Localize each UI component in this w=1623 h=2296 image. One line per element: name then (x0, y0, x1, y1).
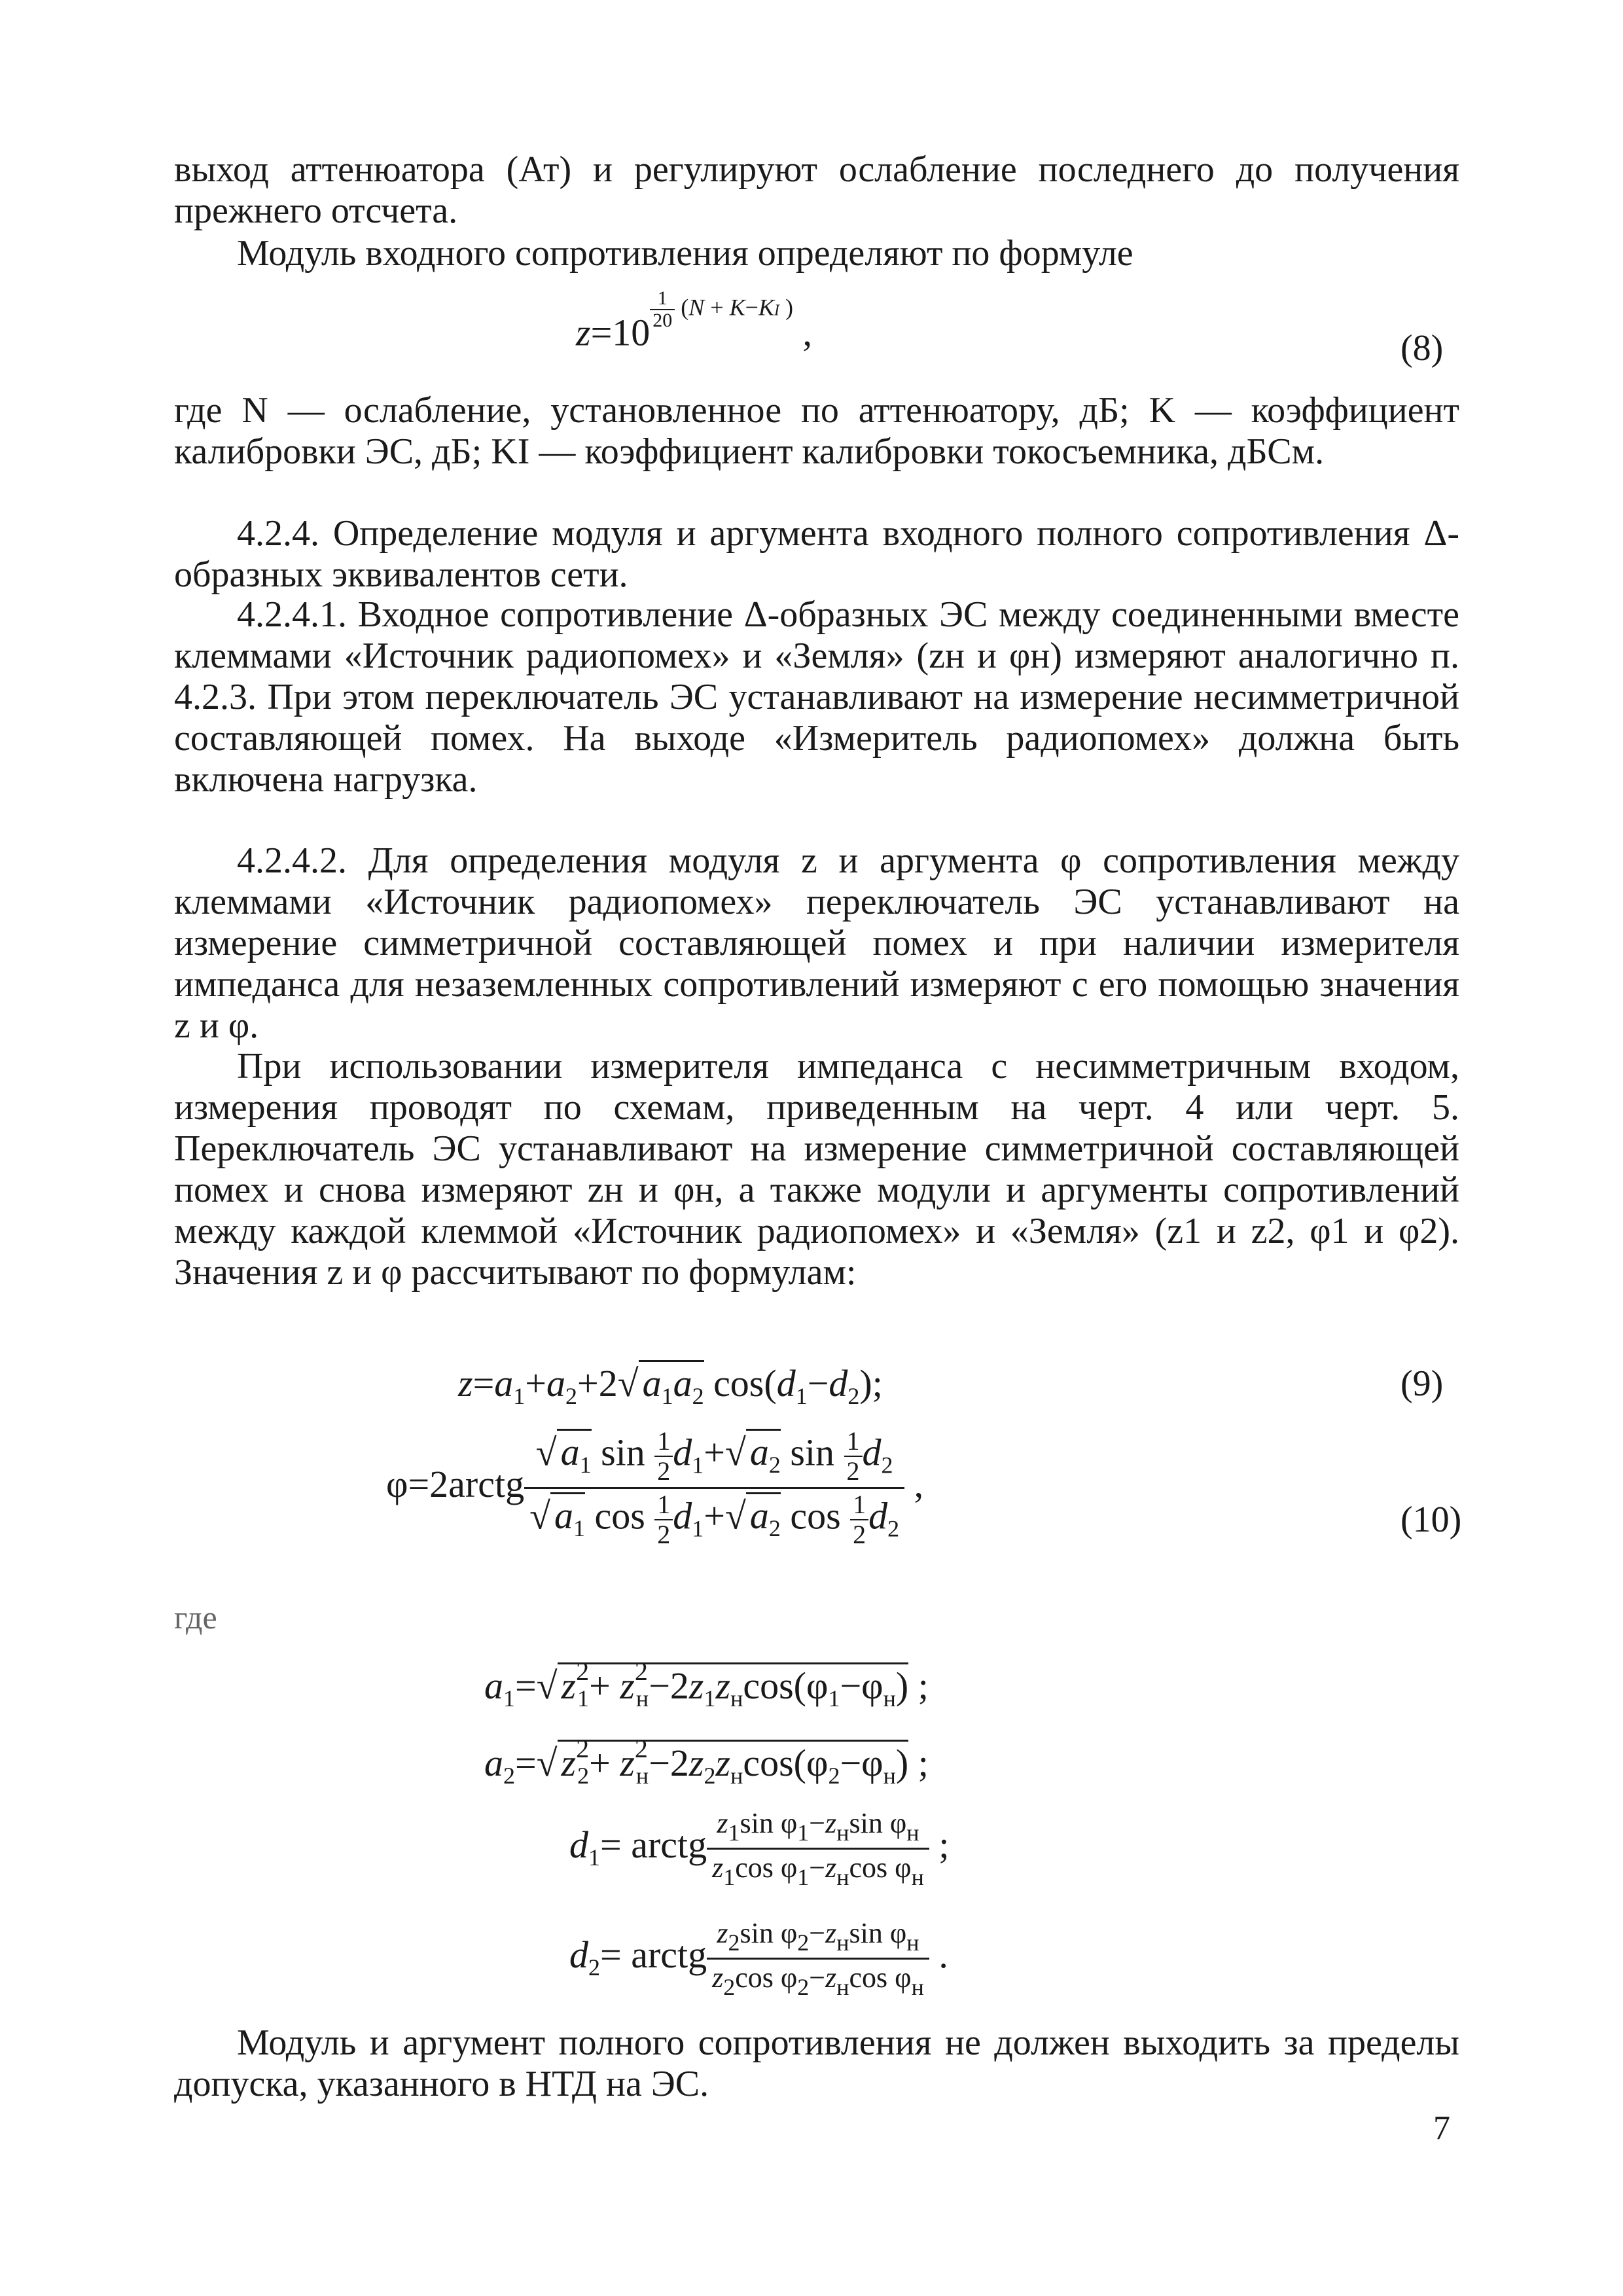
equation-8: z=10 $\frac{1}{20}$ (N + K−KI ) , (576, 287, 812, 354)
paragraph-attenuator: выход аттенюатора (Ат) и регулируют ослабление последнего до получения прежнего отсчета. (174, 149, 1459, 231)
paragraph-where-definitions: где N — ослабление, установленное по аттенюатору, дБ; K — коэффициент калибровки ЭС, дБ; KI — коэффициент калибровки токосъемника, дБСм. (174, 390, 1459, 472)
paragraph-tolerance: Модуль и аргумент полного сопротивления не должен выходить за пределы допуска, указанного в НТД на ЭС. (174, 2022, 1459, 2104)
paragraph-section-4-2-4-1: 4.2.4.1. Входное сопротивление Δ-образных ЭС между соединенными вместе клеммами «Источник радиопомех» и «Земля» (zн и φн) измеряют аналогично п. 4.2.3. При этом переключатель ЭС устанавливают на измерение несимметричной составляющей помех. На выходе «Измеритель радиопомех» должна быть включена нагрузка. (174, 594, 1459, 800)
paragraph-formula-intro: Модуль входного сопротивления определяют по формуле (237, 233, 1133, 274)
equation-a2: $a_2=√$ $z^2_2+ z^2_н-2z_2z_н\cos(\varphi_2-\varphi_н)$ ; (484, 1734, 929, 1789)
equation-d1: $d_1=$ arctg $\frac{z_1\sin \varphi_1-z_н\sin \varphi_н}{z_1\cos \varphi_1-z_н\cos \varphi_н}$ ; (569, 1807, 950, 1890)
paragraph-impedance-meter: При использовании измерителя импеданса с несимметричным входом, измерения проводят по схемам, приведенным на черт. 4 или черт. 5. Переключатель ЭС устанавливают на измерение симметричной составляющей помех и снова измеряют zн и φн, а также модули и аргументы сопротивлений между каждой клеммой «Источник радиопомех» и «Земля» (z1 и z2, φ1 и φ2). Значения z и φ рассчитывают по формулам: (174, 1046, 1459, 1293)
where-label: где (174, 1599, 217, 1636)
paragraph-section-4-2-4-2: 4.2.4.2. Для определения модуля z и аргумента φ сопротивления между клеммами «Источник радиопомех» переключатель ЭС устанавливают на измерение симметричной составляющей помех и при наличии измерителя импеданса для незаземленных сопротивлений измеряют с его помощью значения z и φ. (174, 840, 1459, 1046)
equation-10-number: (10) (1400, 1499, 1462, 1540)
equation-10: φ=2arctg √ $a_1$ sin $\frac{1}{2}$ $d_1+√$ $a_2$ sin $\frac{1}{2}$ $d_2$ √ $a_1$ cos $\frac{1}{2}$ $d_1+√$ $a_2$ cos $\frac{1}{2}$ $d_2$ , (386, 1426, 924, 1549)
equation-a1: $a_1=√$ $z^2_1+ z^2_н-2z_1z_н\cos(\varphi_1-\varphi_н)$ ; (484, 1657, 929, 1712)
equation-9-number: (9) (1400, 1363, 1444, 1404)
equation-8-number: (8) (1400, 328, 1444, 368)
equation-d2: $d_2=$ arctg $\frac{z_2\sin \varphi_2-z_н\sin \varphi_н}{z_2\cos \varphi_2-z_н\cos \varphi_н}$ . (569, 1917, 948, 2000)
equation-9: $z=a_1+a_2+2√$ $a_1a_2$ $\cos(d_1-d_2)$; (458, 1361, 883, 1410)
paragraph-section-4-2-4: 4.2.4. Определение модуля и аргумента входного полного сопротивления Δ-образных эквивалентов сети. (174, 513, 1459, 595)
page-number: 7 (1433, 2109, 1450, 2147)
